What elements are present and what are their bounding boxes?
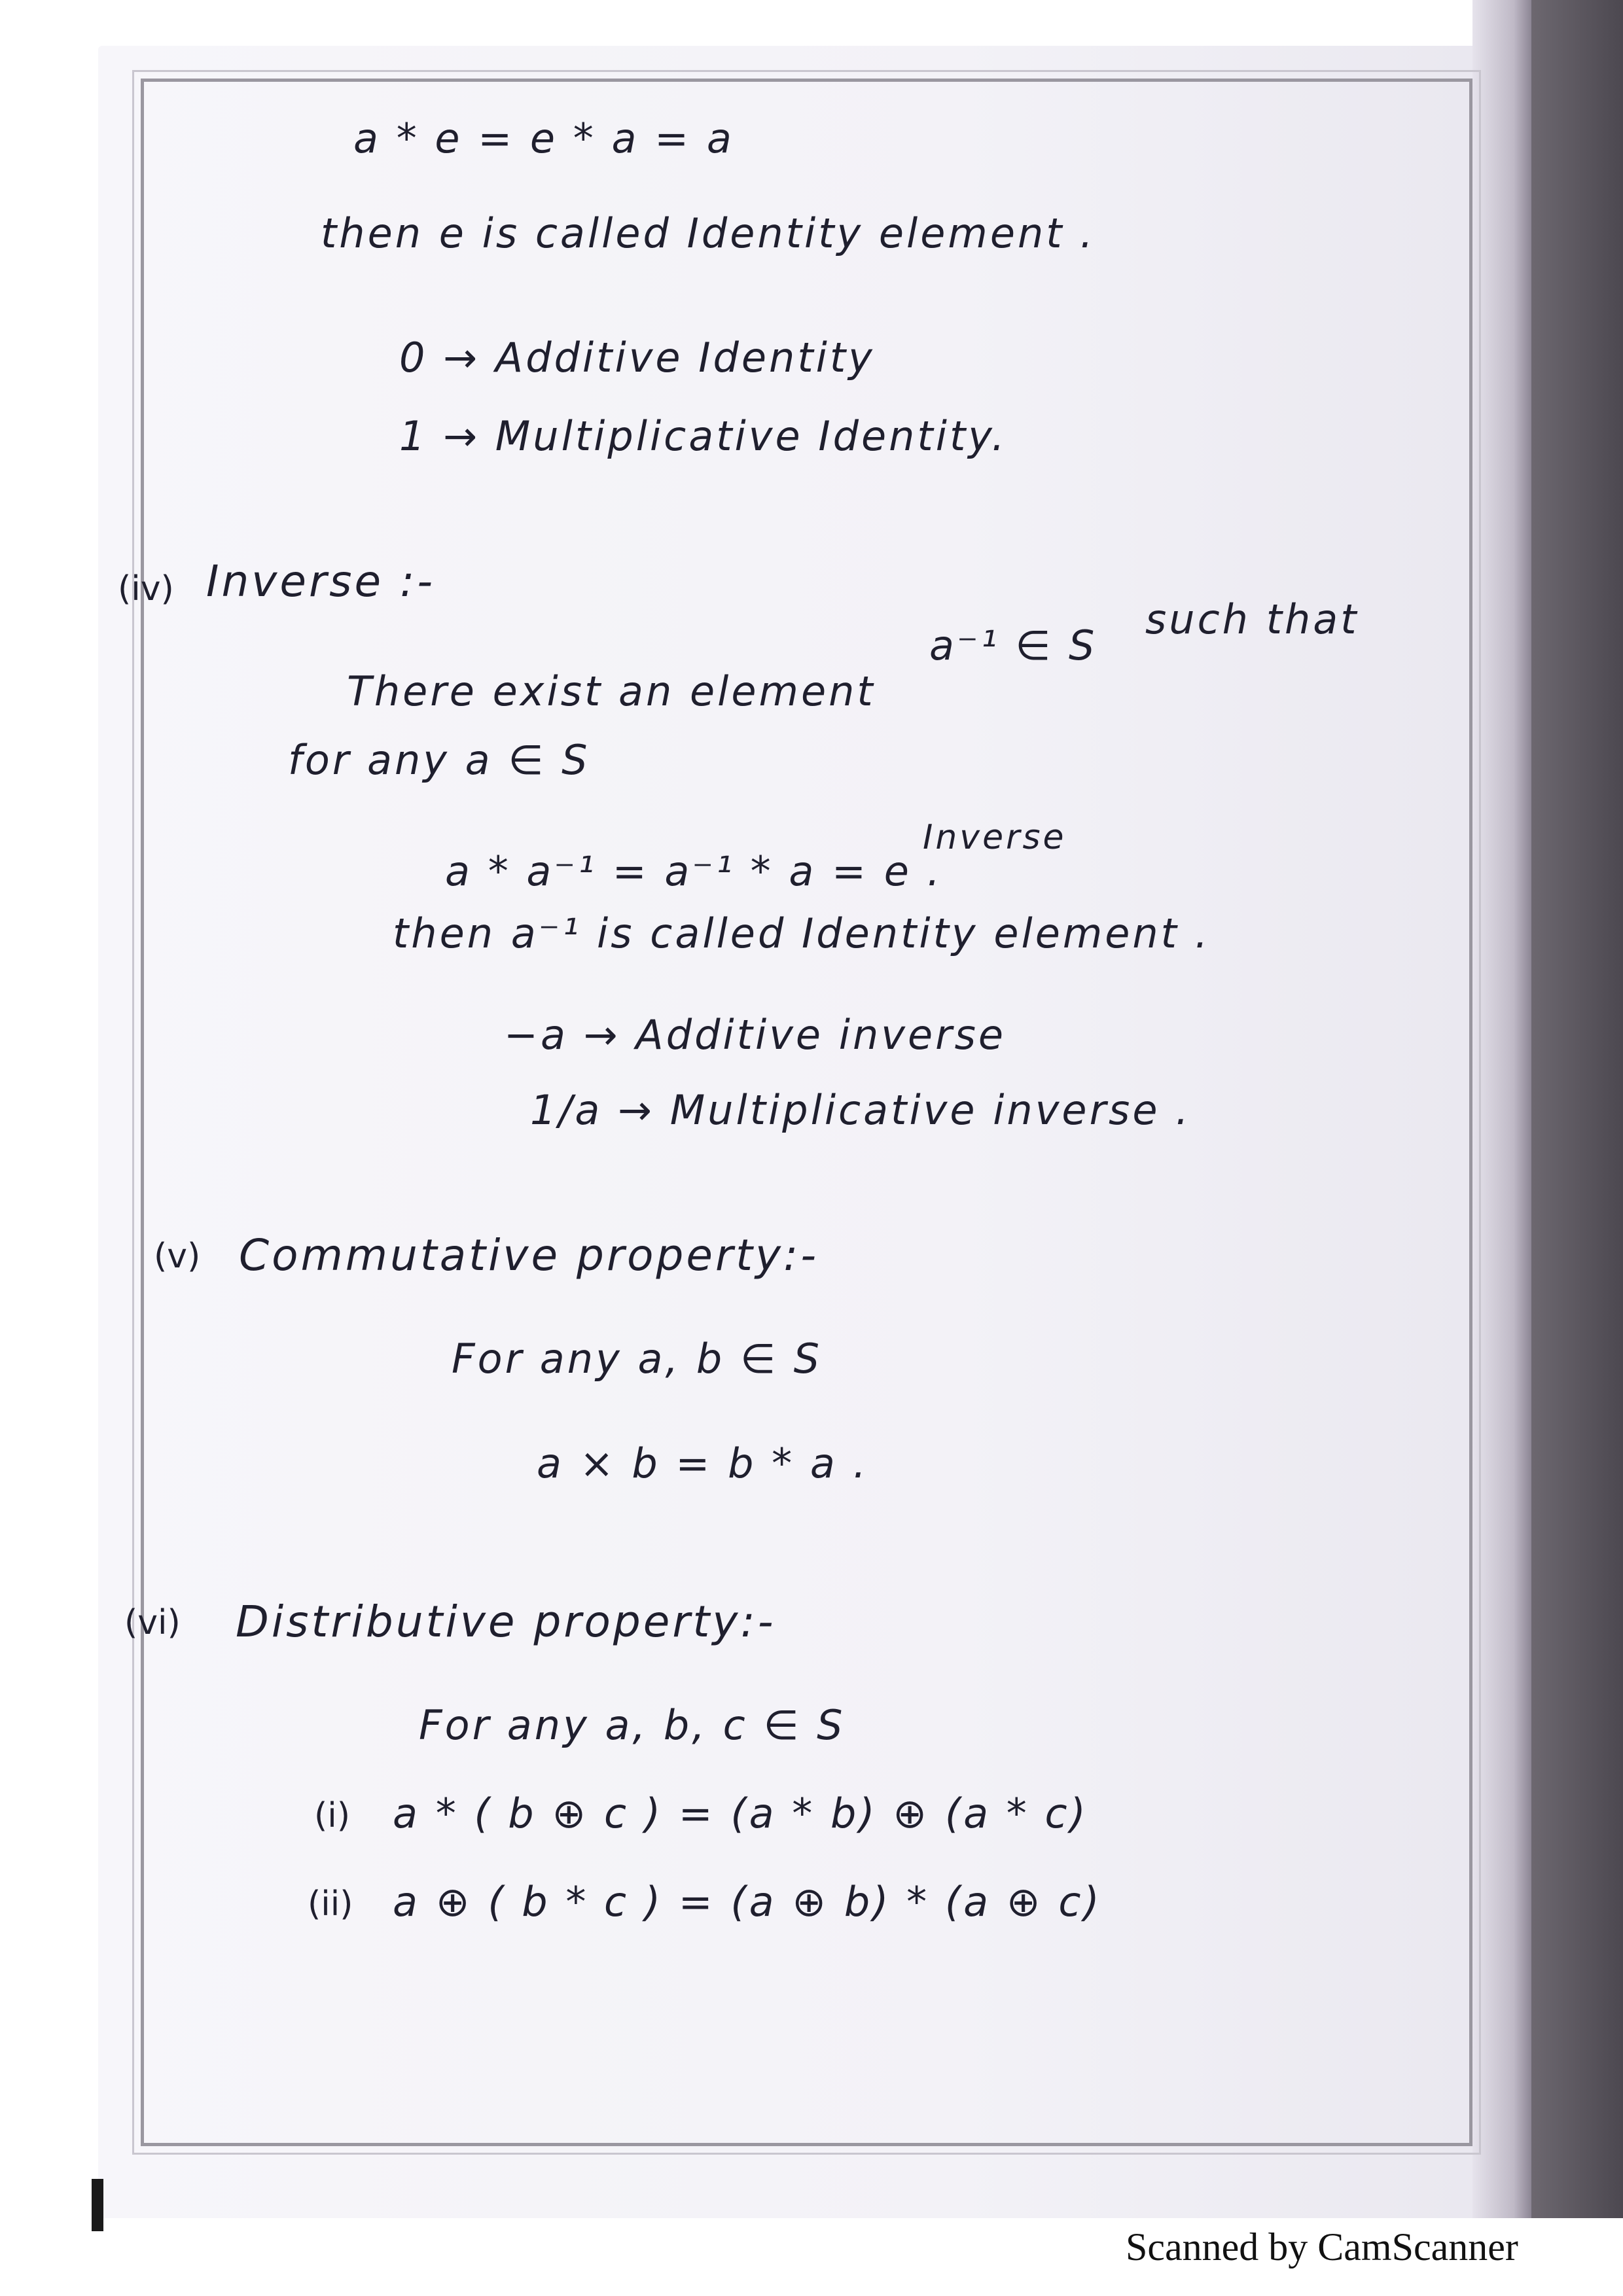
distributive-number: (vi): [124, 1603, 181, 1642]
commutative-for-any: For any a, b ∈ S: [452, 1335, 823, 1383]
left-binding-mark: [92, 2179, 103, 2231]
identity-equation: a * e = e * a = a: [353, 115, 734, 162]
inverse-element: a⁻¹ ∈ S: [929, 622, 1097, 669]
distributive-heading: Distributive property:-: [236, 1597, 776, 1647]
additive-inverse: −a → Additive inverse: [504, 1011, 1007, 1059]
inverse-correction: Inverse: [923, 818, 1067, 857]
distributive-eq1-number: (i): [314, 1796, 351, 1835]
camscanner-watermark: Scanned by CamScanner: [1126, 2225, 1518, 2269]
distributive-equation-1: a * ( b ⊕ c ) = (a * b) ⊕ (a * c): [393, 1790, 1088, 1837]
commutative-heading: Commutative property:-: [239, 1230, 819, 1280]
page-curl-edge: [1472, 0, 1531, 2218]
inverse-equation: a * a⁻¹ = a⁻¹ * a = e .: [445, 847, 943, 895]
distributive-equation-2: a ⊕ ( b * c ) = (a ⊕ b) * (a ⊕ c): [393, 1878, 1102, 1926]
distributive-eq2-number: (ii): [308, 1884, 353, 1924]
inverse-statement: There exist an element: [347, 667, 876, 715]
inverse-number: (iv): [118, 569, 174, 609]
background-shadow: [1525, 0, 1623, 2218]
commutative-number: (v): [154, 1237, 201, 1276]
inverse-for-any: for any a ∈ S: [288, 736, 590, 784]
inverse-heading: Inverse :-: [206, 556, 436, 607]
multiplicative-inverse: 1/a → Multiplicative inverse .: [530, 1086, 1191, 1134]
identity-definition: then e is called Identity element .: [321, 209, 1096, 257]
multiplicative-identity: 1 → Multiplicative Identity.: [399, 412, 1007, 460]
commutative-equation: a × b = b * a .: [537, 1439, 869, 1487]
additive-identity: 0 → Additive Identity: [399, 334, 875, 381]
inverse-definition: then a⁻¹ is called Identity element .: [393, 910, 1211, 957]
distributive-for-any: For any a, b, c ∈ S: [419, 1701, 846, 1749]
inverse-such-that: such that: [1145, 595, 1359, 643]
